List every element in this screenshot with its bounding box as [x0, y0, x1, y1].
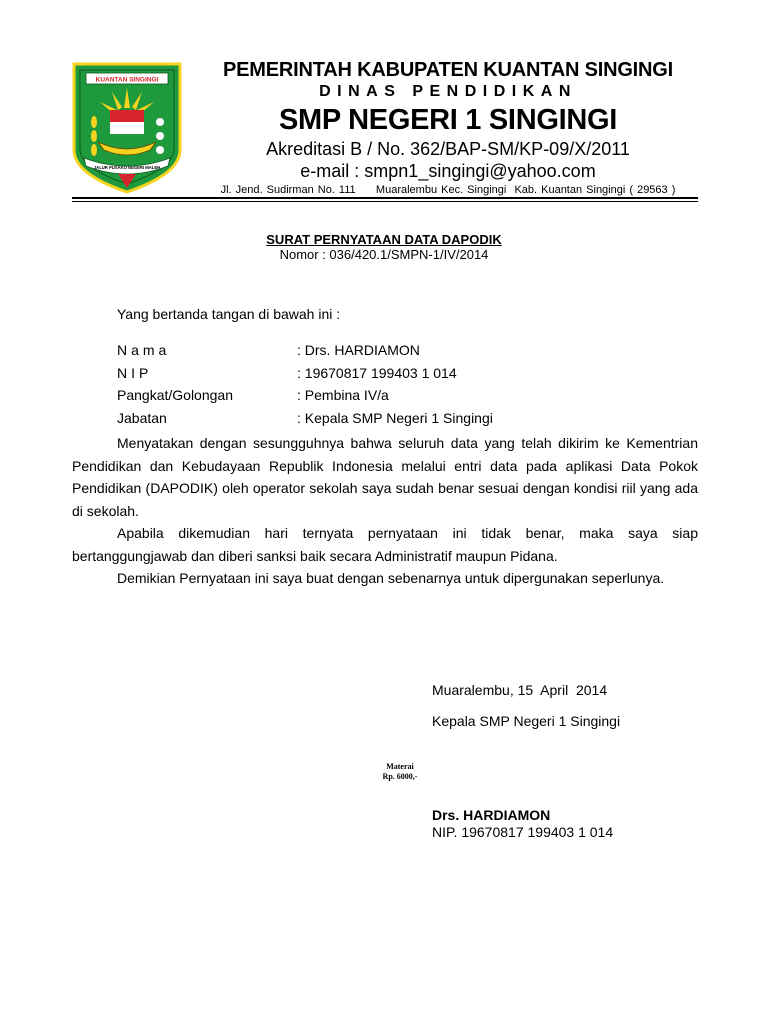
statement-paragraph: Demikian Pernyataan ini saya buat dengan sebenarnya untuk dipergunakan seperlunya. [117, 570, 665, 586]
statement-paragraph: Menyatakan dengan sesungguhnya bahwa seluruh data yang telah dikirim ke Kementrian Pendidikan dan Kebudayaan Republik Indonesia melalui entri data pada aplikasi Data Pokok Pendidikan (DAPODIK) oleh operator sekolah saya sudah benar sesuai dengan kondisi riil yang ada di sekolah. [72, 435, 698, 519]
place-date: Muaralembu, 15 April 2014 [432, 682, 608, 698]
stamp-duty-amount: Rp. 6000,- [382, 772, 418, 781]
identity-value: : Pembina IV/a [297, 387, 389, 404]
identity-label: NIP [117, 364, 153, 381]
intro-text: Yang bertanda tangan di bawah ini : [117, 306, 341, 322]
statement-paragraph: Apabila dikemudian hari ternyata pernyataan ini tidak benar, maka saya siap bertanggungjawab dan diberi sanksi baik secara Administratif maupun Pidana. [72, 525, 698, 564]
logo-motto-text: JALUR PUSAKO NEGERI MALEH [93, 165, 161, 170]
identity-label: Nama [117, 342, 171, 358]
letterhead [188, 58, 708, 198]
stamp-duty-note [370, 762, 430, 782]
school-name: SMP NEGERI 1 SINGINGI [278, 104, 618, 136]
school-email: e-mail : smpn1_singingi@yahoo.com [300, 161, 596, 181]
department-name: DINAS PENDIDIKAN [319, 83, 577, 100]
identity-label: Jabatan [117, 409, 167, 426]
signer-name: Drs. HARDIAMON [432, 807, 551, 823]
identity-value: : 19670817 199403 1 014 [297, 364, 457, 381]
letter-heading: SURAT PERNYATAAN DATA DAPODIK [266, 232, 502, 247]
school-address: Jl. Jend. Sudirman No. 111 Muaralembu Kec. Singingi Kab. Kuantan Singingi ( 29563 ) [220, 184, 676, 196]
identity-value: : Drs. HARDIAMON [297, 342, 420, 358]
signer-position: Kepala SMP Negeri 1 Singingi [432, 713, 621, 729]
signer-block [432, 807, 613, 841]
accreditation: Akreditasi B / No. 362/BAP-SM/KP-09/X/2011 [266, 139, 630, 159]
logo-banner-text: KUANTAN SINGINGI [95, 76, 159, 84]
identity-value: : Kepala SMP Negeri 1 Singingi [297, 409, 493, 426]
statement-body [72, 432, 698, 590]
signer-nip: NIP. 19670817 199403 1 014 [432, 824, 614, 840]
stamp-duty-label: Materai [386, 762, 414, 771]
letterhead-divider-thin [72, 201, 698, 202]
regency-crest-logo [72, 62, 182, 194]
letter-number: Nomor : 036/420.1/SMPN-1/IV/2014 [279, 247, 489, 262]
government-name: PEMERINTAH KABUPATEN KUANTAN SINGINGI [222, 59, 673, 81]
letter-title [0, 232, 768, 262]
letterhead-divider-thick [72, 197, 698, 199]
identity-label: Pangkat/Golongan [117, 387, 233, 404]
